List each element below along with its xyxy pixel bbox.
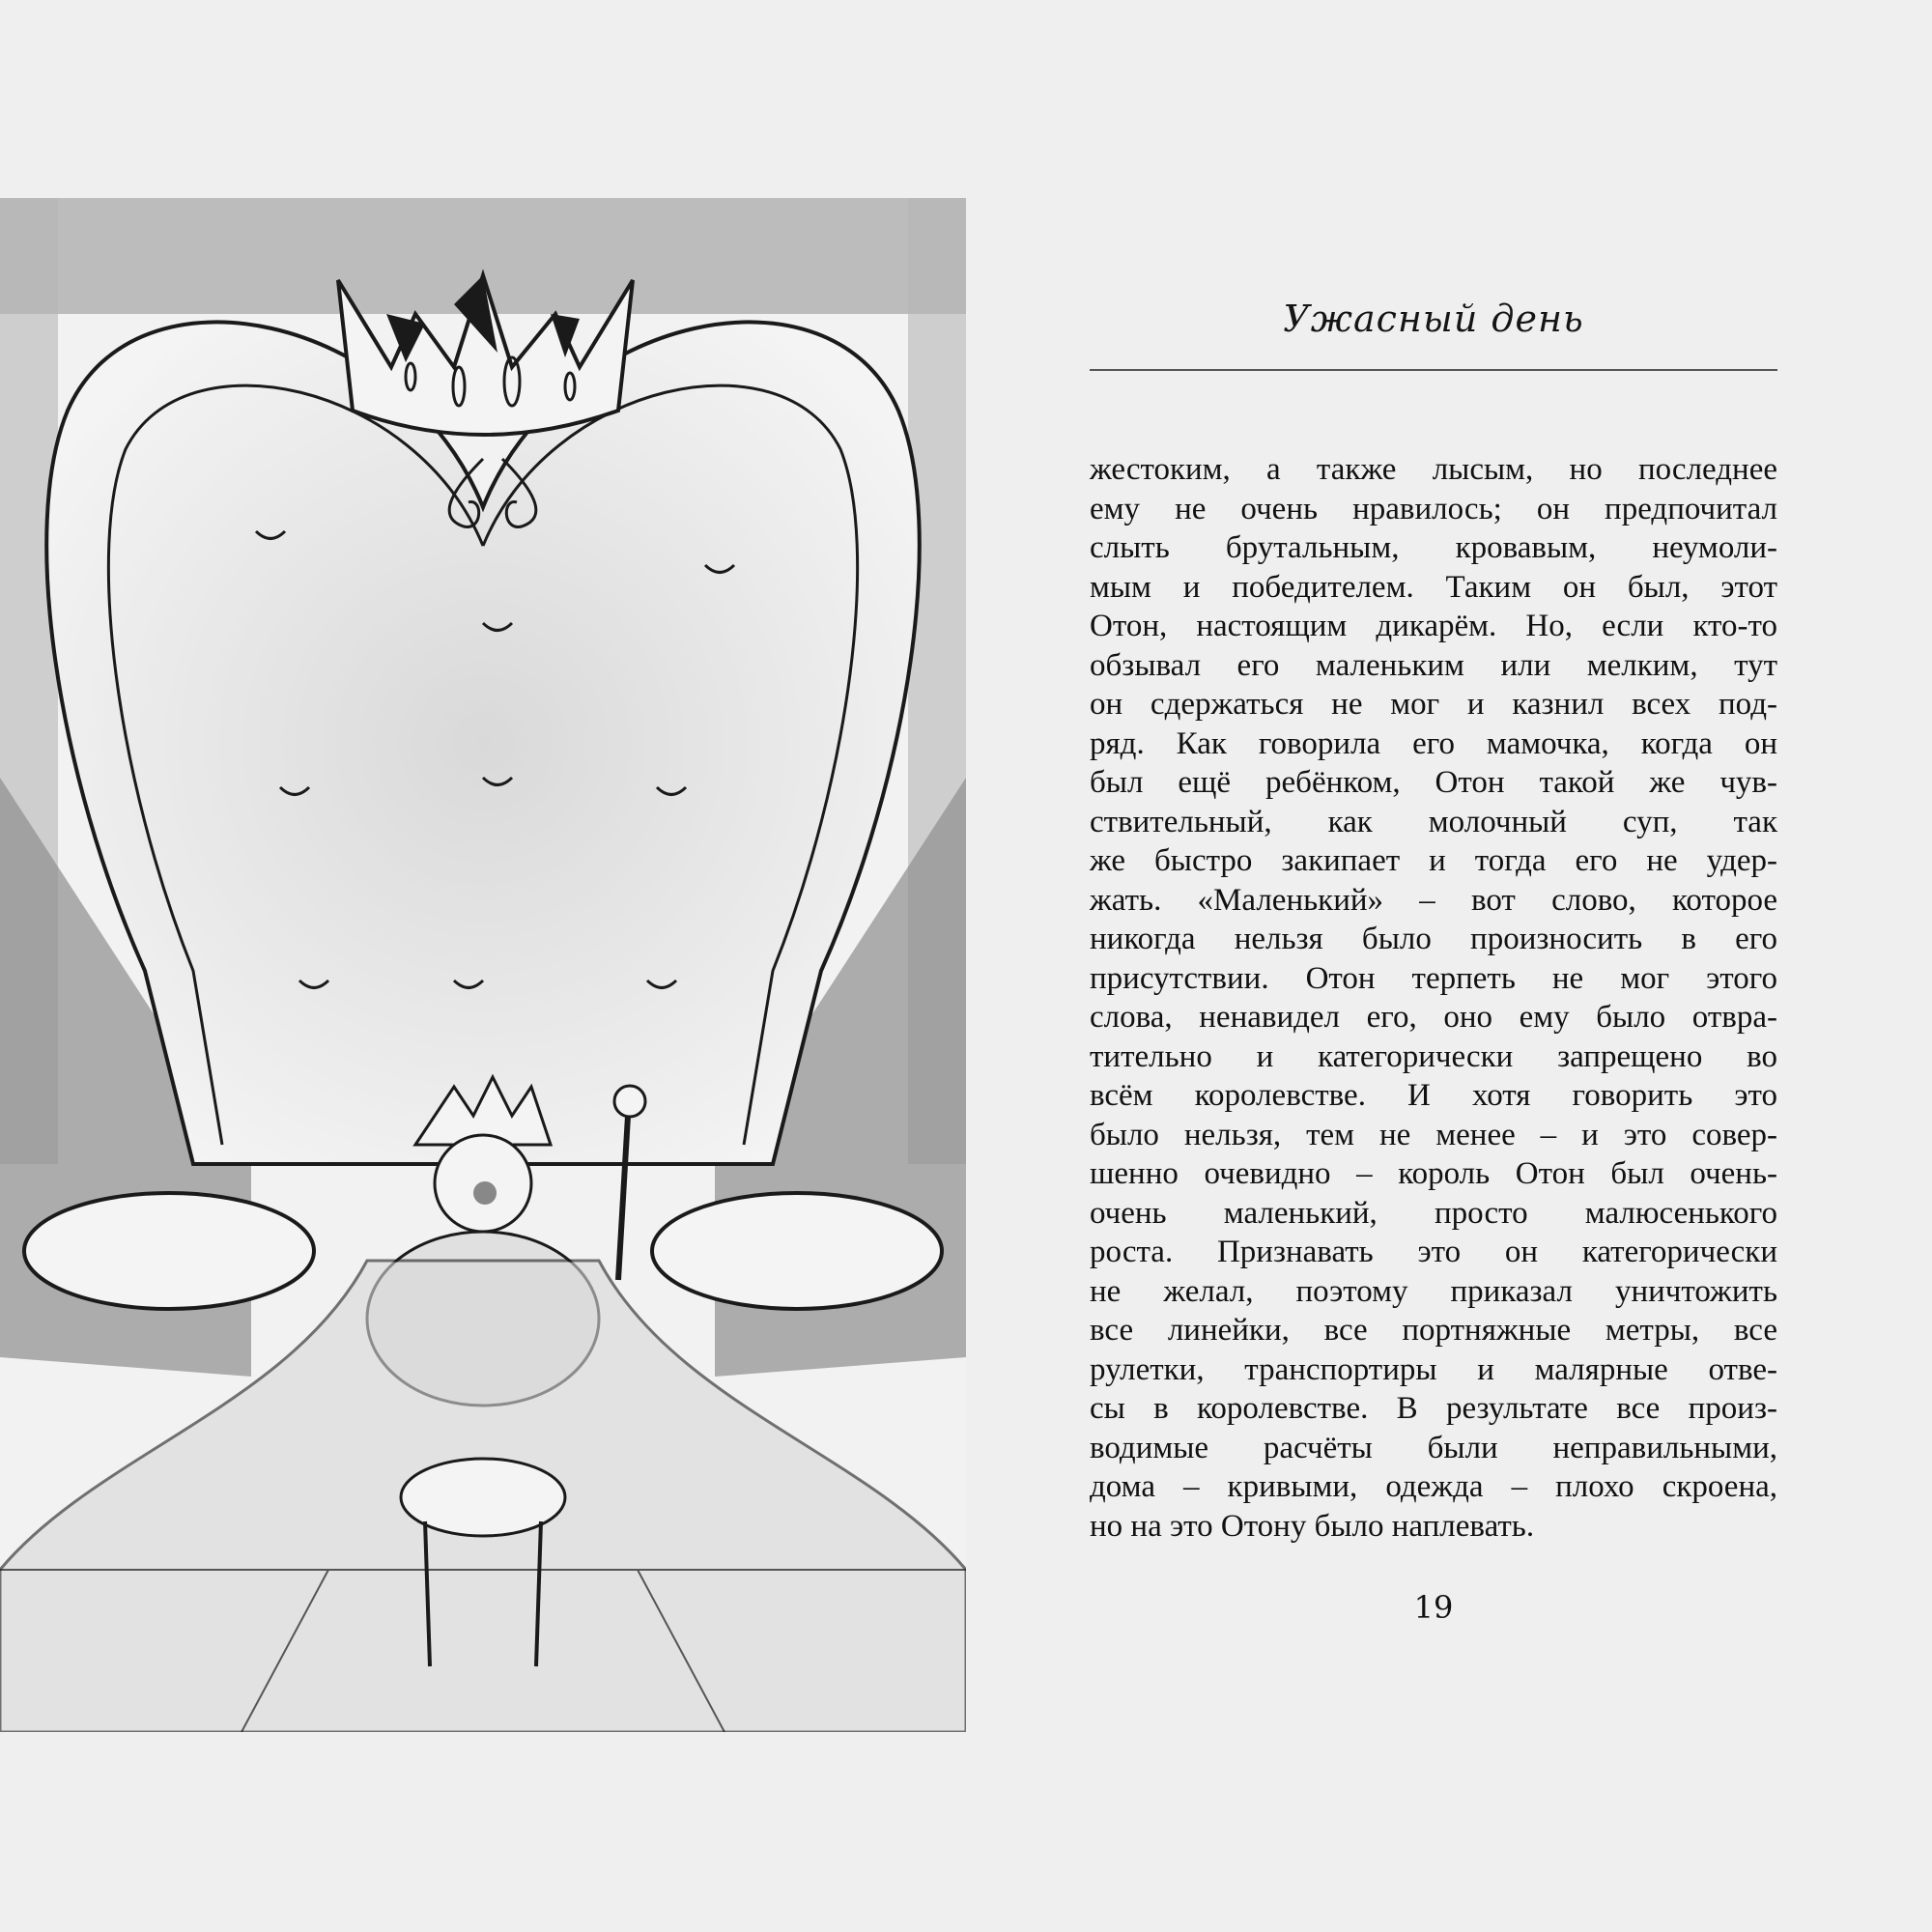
text-line: слова, ненавидел его, оно ему было отвра- (1090, 1000, 1777, 1035)
text-line: не желал, поэтому приказал уничтожить (1090, 1273, 1777, 1309)
text-line: же быстро закипает и тогда его не удер- (1090, 843, 1777, 878)
text-line: жать. «Маленький» – вот слово, которое (1090, 882, 1777, 918)
text-line: присутствии. Отон терпеть не мог этого (1090, 960, 1777, 996)
text-line: очень маленький, просто малюсенького (1090, 1195, 1777, 1231)
text-line: он сдержаться не мог и казнил всех под- (1090, 687, 1777, 722)
header-divider (1090, 369, 1777, 371)
text-line: тительно и категорически запрещено во (1090, 1038, 1777, 1074)
text-line: обзывал его маленьким или мелким, тут (1090, 647, 1777, 683)
text-line: ему не очень нравилось; он предпочитал (1090, 491, 1777, 526)
text-line: шенно очевидно – король Отон был очень- (1090, 1156, 1777, 1191)
text-line: было нельзя, тем не менее – и это совер- (1090, 1117, 1777, 1152)
running-head-chapter-title: Ужасный день (1283, 298, 1584, 340)
text-line: никогда нельзя было произносить в его (1090, 922, 1777, 956)
king-throne-drawing (0, 198, 966, 1732)
text-line: ствительный, как молочный суп, так (1090, 804, 1777, 839)
text-line: слыть брутальным, кровавым, неумоли- (1090, 530, 1777, 565)
text-line: Отон, настоящим дикарём. Но, если кто-то (1090, 609, 1777, 643)
text-line: рулетки, транспортиры и малярные отве- (1090, 1351, 1777, 1387)
page-number: 19 (1413, 1589, 1454, 1626)
text-line: роста. Признавать это он категорически (1090, 1235, 1777, 1269)
text-line: мым и победителем. Таким он был, этот (1090, 569, 1777, 605)
text-line: жестоким, а также лысым, но последнее (1090, 452, 1777, 487)
text-line: дома – кривыми, одежда – плохо скроена, (1090, 1469, 1777, 1504)
text-line: водимые расчёты были неправильными, (1090, 1430, 1777, 1465)
text-line: но на это Отону было наплевать. (1090, 1508, 1535, 1544)
illustration-king-on-throne (0, 198, 966, 1732)
text-line: был ещё ребёнком, Отон такой же чув- (1090, 765, 1777, 800)
text-line: всём королевстве. И хотя говорить это (1090, 1078, 1777, 1113)
text-line: сы в королевстве. В результате все произ- (1090, 1391, 1777, 1426)
text-line: все линейки, все портняжные метры, все (1090, 1313, 1777, 1348)
body-text (1090, 450, 1777, 1546)
text-line: ряд. Как говорила его мамочка, когда он (1090, 725, 1777, 761)
